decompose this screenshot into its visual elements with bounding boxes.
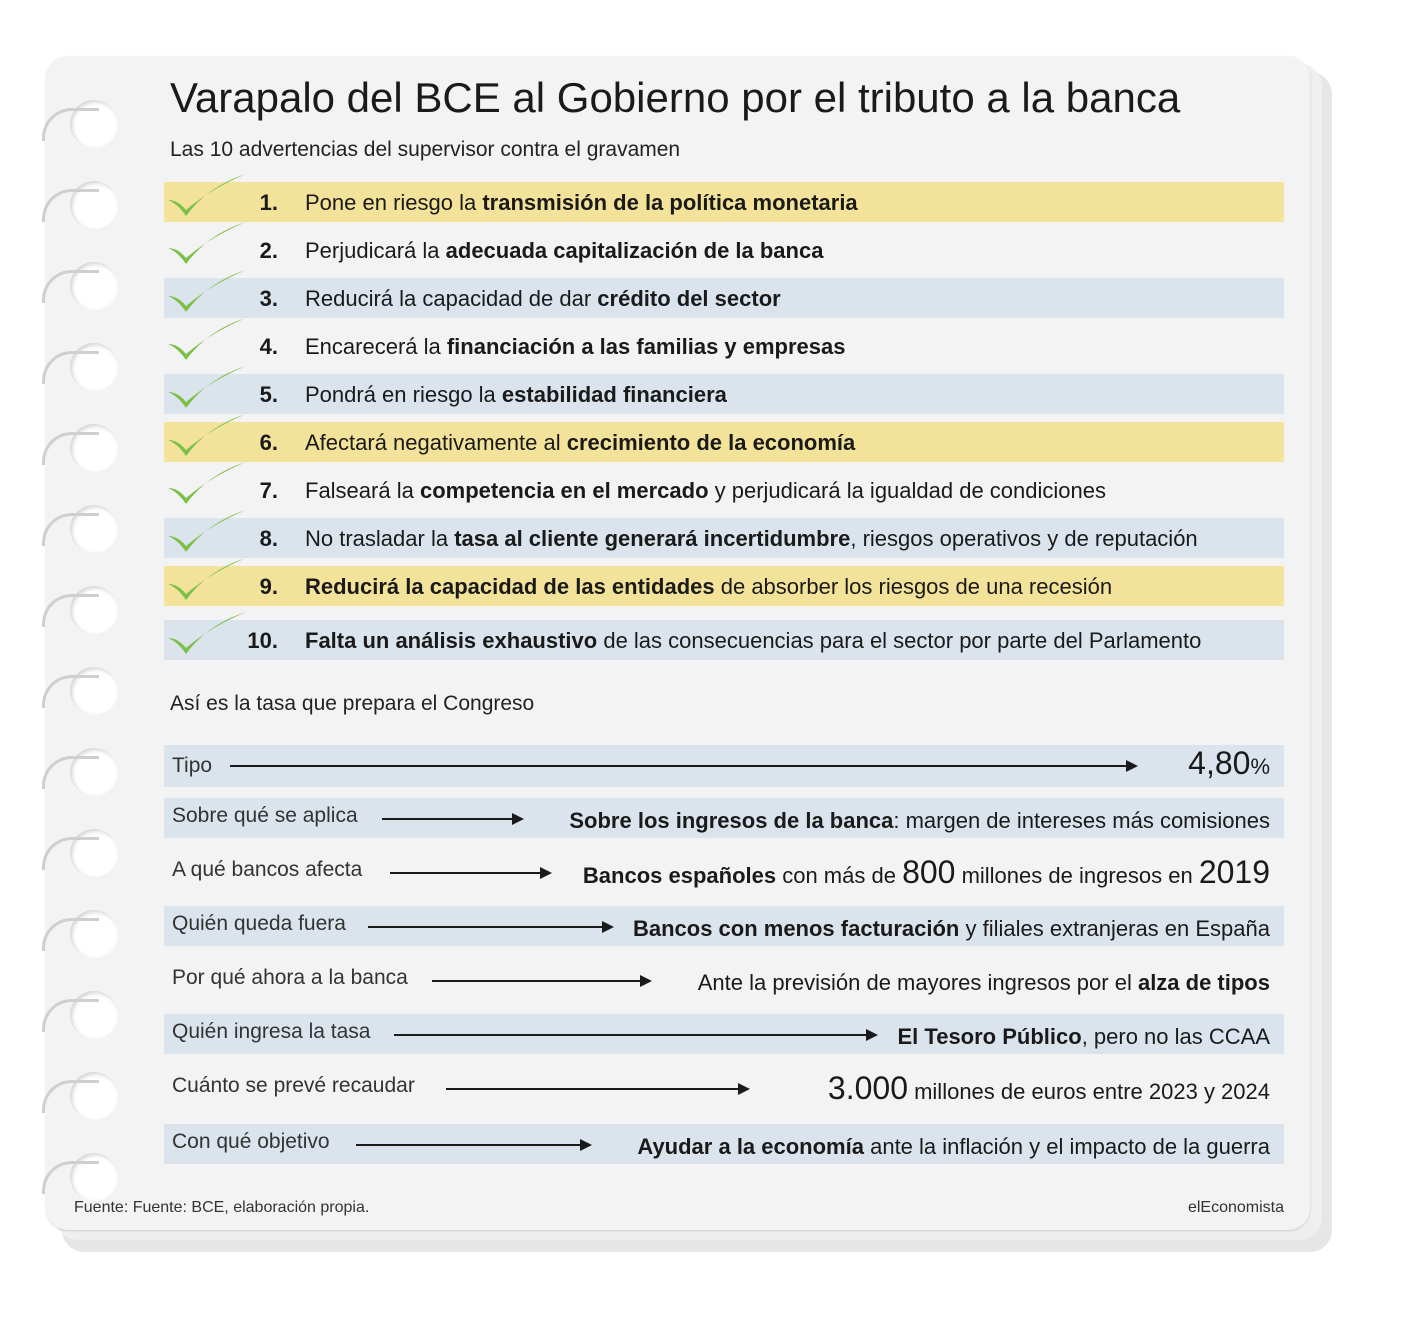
tax-value: 4,80% — [1188, 745, 1270, 781]
warning-text: Pondrá en riesgo la estabilidad financiera — [305, 382, 727, 407]
warning-row-8 — [164, 518, 1284, 558]
source-note: Fuente: Fuente: BCE, elaboración propia. — [74, 1199, 370, 1216]
warning-text: Reducirá la capacidad de dar crédito del sector — [305, 286, 781, 311]
tax-label: A qué bancos afecta — [172, 858, 363, 881]
warning-number: 8. — [259, 526, 278, 551]
tax-label: Tipo — [172, 754, 213, 777]
warning-number: 1. — [259, 190, 278, 215]
warning-number: 2. — [259, 238, 278, 263]
warning-row-1 — [164, 182, 1284, 222]
arrow-icon — [368, 926, 612, 928]
tax-row-afecta — [164, 852, 1284, 892]
tax-value: Ayudar a la economía ante la inflación y el impacto de la guerra — [637, 1134, 1270, 1159]
tax-label: Quién queda fuera — [172, 912, 346, 935]
arrow-icon — [446, 1088, 748, 1090]
arrow-icon — [356, 1144, 590, 1146]
warning-row-6 — [164, 422, 1284, 462]
warning-text: Pone en riesgo la transmisión de la política monetaria — [305, 190, 858, 215]
tax-value: Bancos con menos facturación y filiales extranjeras en España — [632, 916, 1270, 941]
page-title: Varapalo del BCE al Gobierno por el tributo a la banca — [170, 74, 1181, 121]
tax-value: Ante la previsión de mayores ingresos por el alza de tipos — [697, 970, 1270, 995]
warning-row-4 — [164, 326, 1284, 366]
arrow-icon — [390, 872, 550, 874]
warning-text: Falseará la competencia en el mercado y perjudicará la igualdad de condiciones — [305, 478, 1106, 503]
tax-label: Con qué objetivo — [172, 1130, 330, 1153]
section-title-tasa: Así es la tasa que prepara el Congreso — [170, 692, 535, 715]
tax-value: Sobre los ingresos de la banca: margen de intereses más comisiones — [569, 808, 1270, 833]
warning-row-3 — [164, 278, 1284, 318]
tax-label: Por qué ahora a la banca — [172, 966, 408, 989]
warning-row-9 — [164, 566, 1284, 606]
warning-number: 6. — [259, 430, 278, 455]
warning-number: 3. — [259, 286, 278, 311]
tax-label: Cuánto se prevé recaudar — [172, 1074, 415, 1097]
page-subtitle: Las 10 advertencias del supervisor contra el gravamen — [170, 138, 681, 161]
warning-number: 10. — [247, 628, 278, 653]
warning-text: No trasladar la tasa al cliente generará incertidumbre, riesgos operativos y de reputación — [305, 526, 1198, 551]
arrow-icon — [382, 818, 522, 820]
tax-row-fuera — [164, 906, 1284, 946]
tax-row-ahora — [164, 960, 1284, 1000]
tax-row-aplica — [164, 798, 1284, 838]
warning-row-10 — [164, 620, 1284, 660]
warning-text: Reducirá la capacidad de las entidades de absorber los riesgos de una recesión — [305, 574, 1113, 599]
tax-label: Quién ingresa la tasa — [172, 1020, 371, 1043]
arrow-icon — [230, 765, 1136, 767]
tax-row-objetivo — [164, 1124, 1284, 1164]
warning-number: 7. — [259, 478, 278, 503]
warning-text: Perjudicará la adecuada capitalización de la banca — [305, 238, 824, 263]
warning-row-7 — [164, 470, 1284, 510]
tax-row-ingresa — [164, 1014, 1284, 1054]
warning-text: Encarecerá la financiación a las familias y empresas — [305, 334, 846, 359]
warning-number: 4. — [259, 334, 278, 359]
tax-value: El Tesoro Público, pero no las CCAA — [897, 1024, 1270, 1049]
warning-text: Afectará negativamente al crecimiento de la economía — [305, 430, 856, 455]
warning-text: Falta un análisis exhaustivo de las consecuencias para el sector por parte del Parlamento — [305, 628, 1202, 653]
tax-row-tipo — [164, 745, 1284, 787]
warning-row-2 — [164, 230, 1284, 270]
tax-value: 3.000 millones de euros entre 2023 y 2024 — [827, 1070, 1270, 1106]
warning-row-5 — [164, 374, 1284, 414]
tax-row-recaudar — [164, 1068, 1284, 1108]
warning-number: 5. — [259, 382, 278, 407]
tax-label: Sobre qué se aplica — [172, 804, 358, 827]
brand-credit: elEconomista — [1187, 1199, 1284, 1216]
warning-number: 9. — [259, 574, 278, 599]
arrow-icon — [432, 980, 650, 982]
tax-value: Bancos españoles con más de 800 millones de ingresos en 2019 — [582, 854, 1270, 890]
arrow-icon — [394, 1034, 876, 1036]
